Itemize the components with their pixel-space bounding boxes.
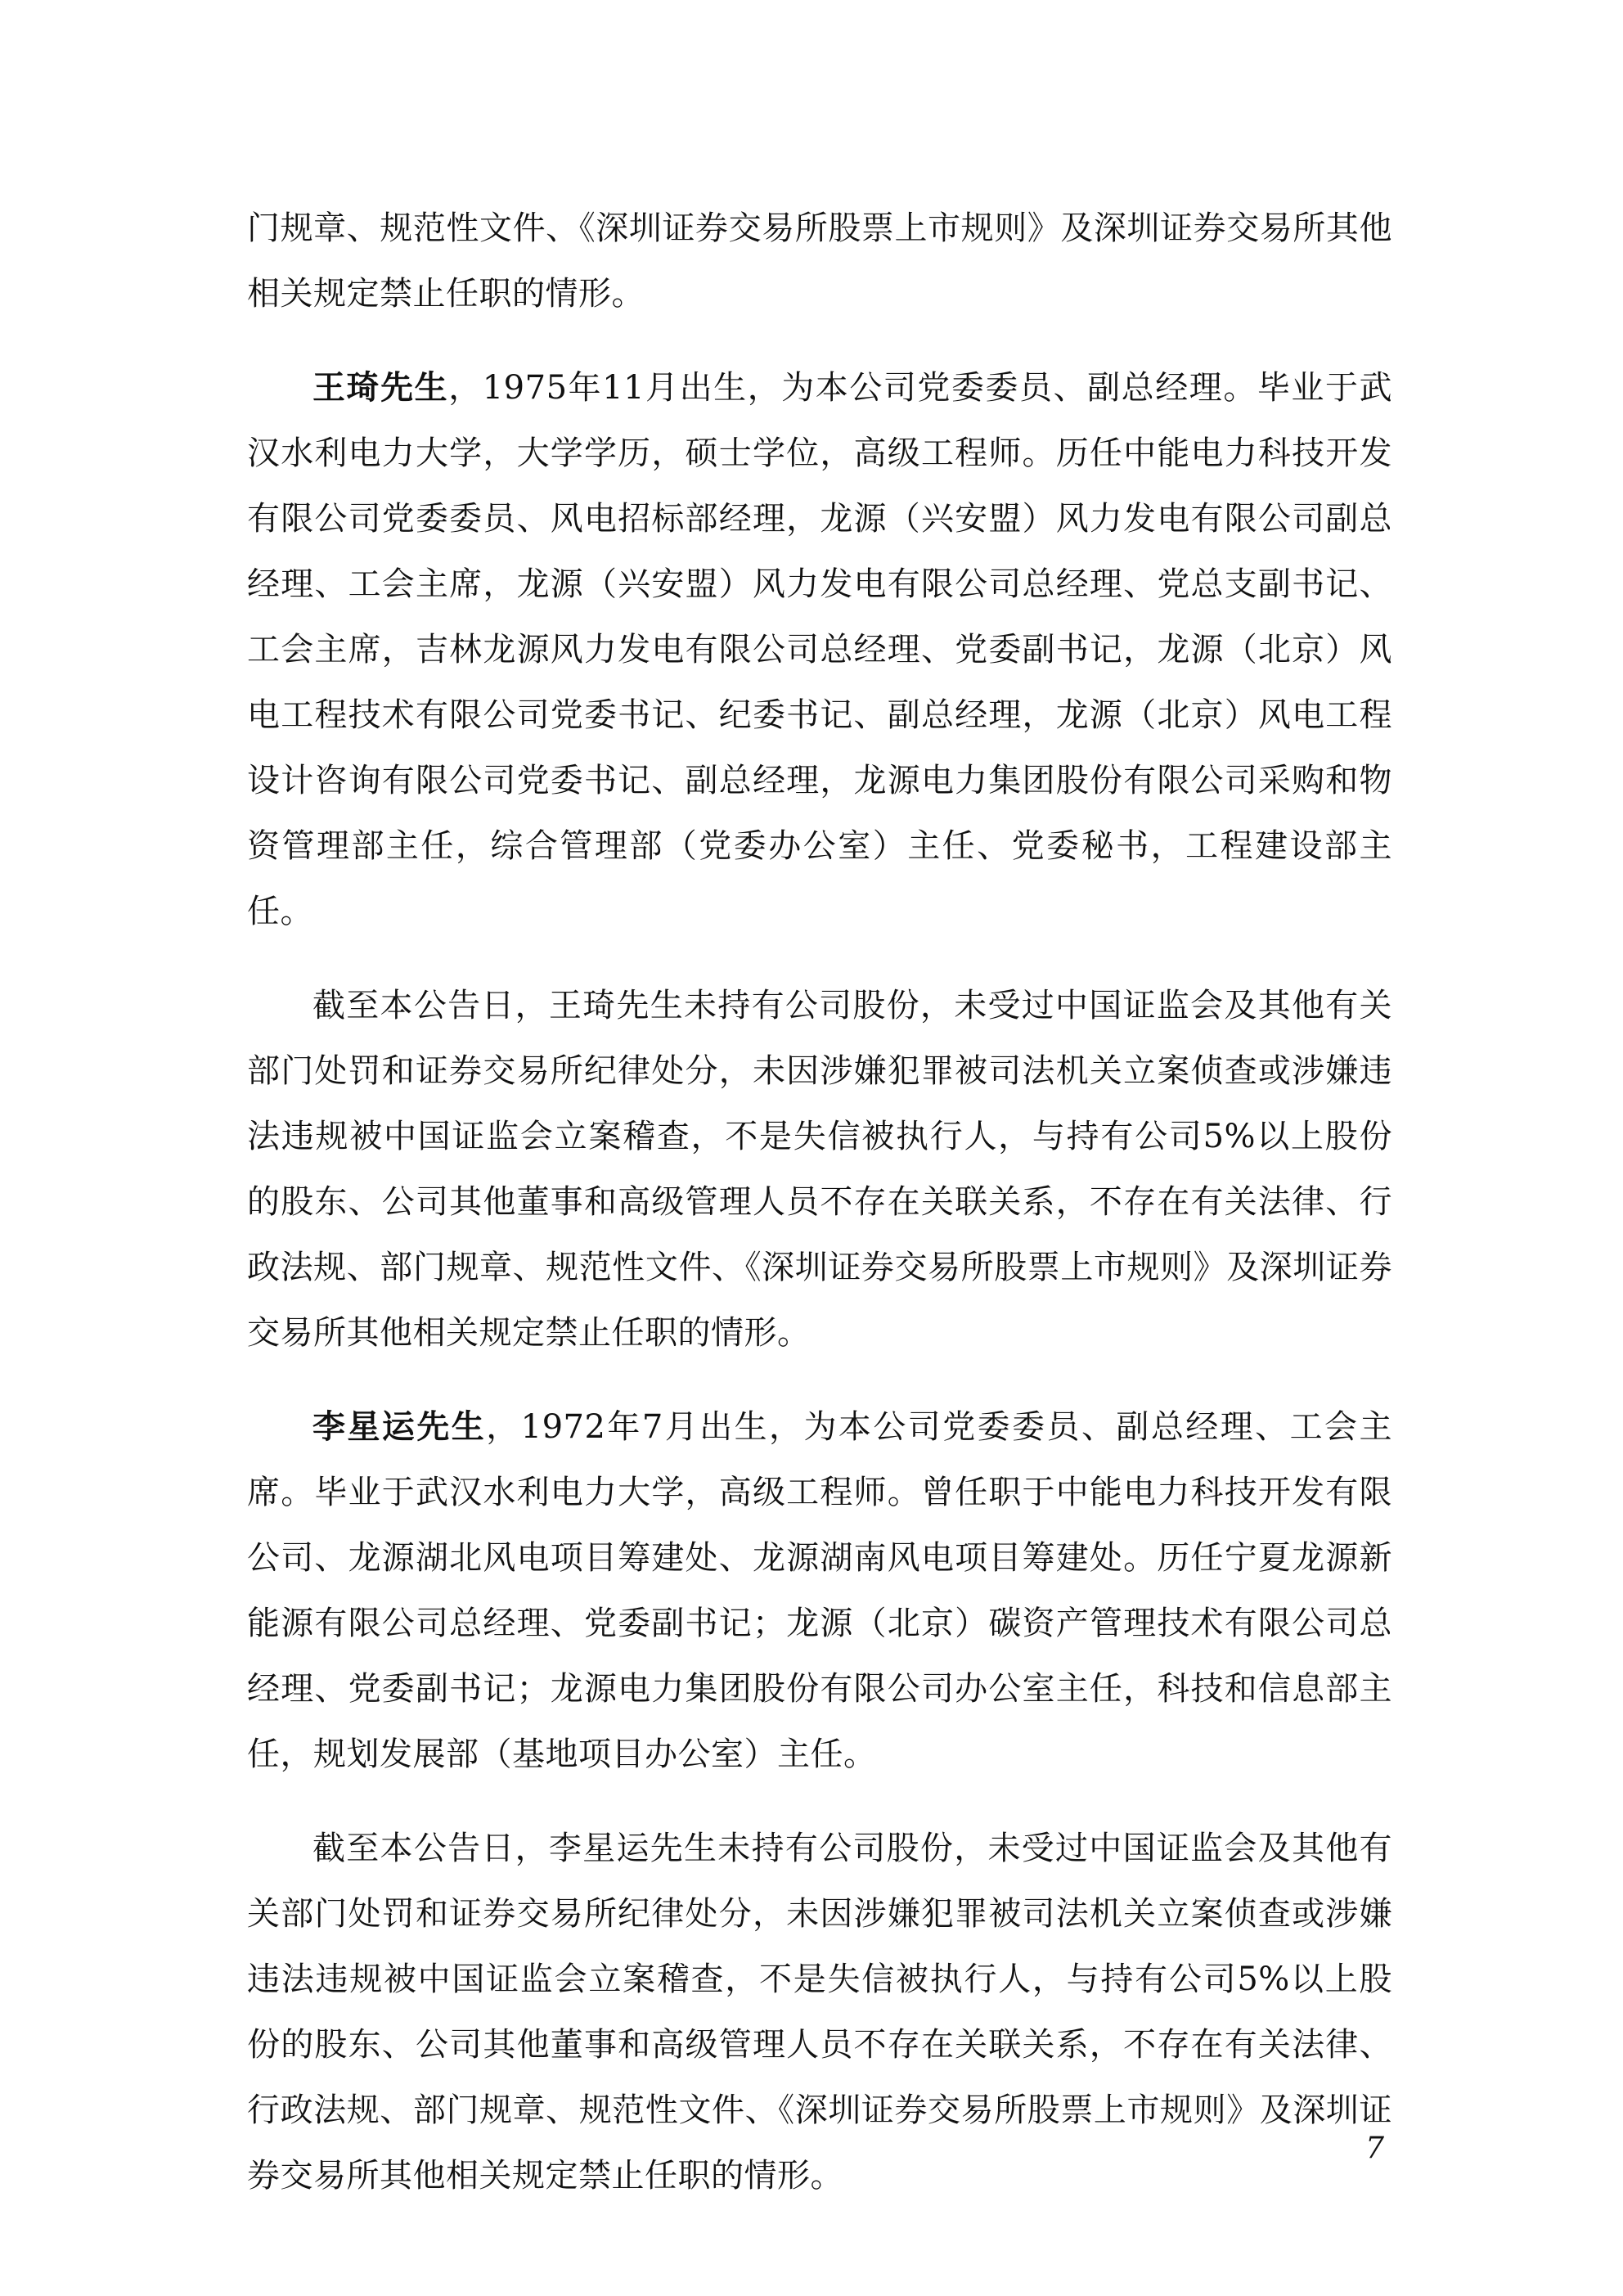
paragraph-text: ，1972年7月出生，为本公司党委委员、副总经理、工会主席。毕业于武汉水利电力大学，高级工程师。曾任职于中能电力科技开发有限公司、龙源湖北风电项目筹建处、龙源湖南风电项目筹建处。历任宁夏龙源新能源有限公司总经理、党委副书记；龙源（北京）碳资产管理技术有限公司总经理、党委副书记；龙源电力集团股份有限公司办公室主任，科技和信息部主任，规划发展部（基地项目办公室）主任。 bbox=[247, 1408, 1393, 1773]
paragraph-text: 截至本公告日，王琦先生未持有公司股份，未受过中国证监会及其他有关部门处罚和证券交易所纪律处分，未因涉嫌犯罪被司法机关立案侦查或涉嫌违法违规被中国证监会立案稽查，不是失信被执行人，与持有公司5%以上股份的股东、公司其他董事和高级管理人员不存在关联关系，不存在有关法律、行政法规、部门规章、规范性文件、《深圳证券交易所股票上市规则》及深圳证券交易所其他相关规定禁止任职的情形。 bbox=[247, 987, 1392, 1352]
document-body bbox=[247, 196, 1392, 2237]
paragraph-li-xingyun-statement bbox=[247, 1816, 1392, 2208]
person-name-wang-qi: 王琦先生 bbox=[312, 368, 449, 407]
paragraph-text: 截至本公告日，李星运先生未持有公司股份，未受过中国证监会及其他有关部门处罚和证券交易所纪律处分，未因涉嫌犯罪被司法机关立案侦查或涉嫌违法违规被中国证监会立案稽查，不是失信被执行人，与持有公司5%以上股份的股东、公司其他董事和高级管理人员不存在关联关系，不存在有关法律、行政法规、部门规章、规范性文件、《深圳证券交易所股票上市规则》及深圳证券交易所其他相关规定禁止任职的情形。 bbox=[247, 1830, 1392, 2195]
paragraph-text: 门规章、规范性文件、《深圳证券交易所股票上市规则》及深圳证券交易所其他相关规定禁止任职的情形。 bbox=[247, 209, 1392, 313]
page-number: 7 bbox=[1365, 2132, 1384, 2165]
paragraph-wang-qi-statement bbox=[247, 973, 1392, 1366]
paragraph-text: ，1975年11月出生，为本公司党委委员、副总经理。毕业于武汉水利电力大学，大学学历，硕士学位，高级工程师。历任中能电力科技开发有限公司党委委员、风电招标部经理，龙源（兴安盟）风力发电有限公司副总经理、工会主席，龙源（兴安盟）风力发电有限公司总经理、党总支副书记、工会主席，吉林龙源风力发电有限公司总经理、党委副书记，龙源（北京）风电工程技术有限公司党委书记、纪委书记、副总经理，龙源（北京）风电工程设计咨询有限公司党委书记、副总经理，龙源电力集团股份有限公司采购和物资管理部主任，综合管理部（党委办公室）主任、党委秘书，工程建设部主任。 bbox=[247, 369, 1393, 930]
paragraph-continuation bbox=[247, 196, 1392, 326]
paragraph-wang-qi-bio bbox=[247, 355, 1392, 944]
person-name-li-xingyun: 李星运先生 bbox=[312, 1407, 487, 1446]
paragraph-li-xingyun-bio bbox=[247, 1394, 1392, 1787]
